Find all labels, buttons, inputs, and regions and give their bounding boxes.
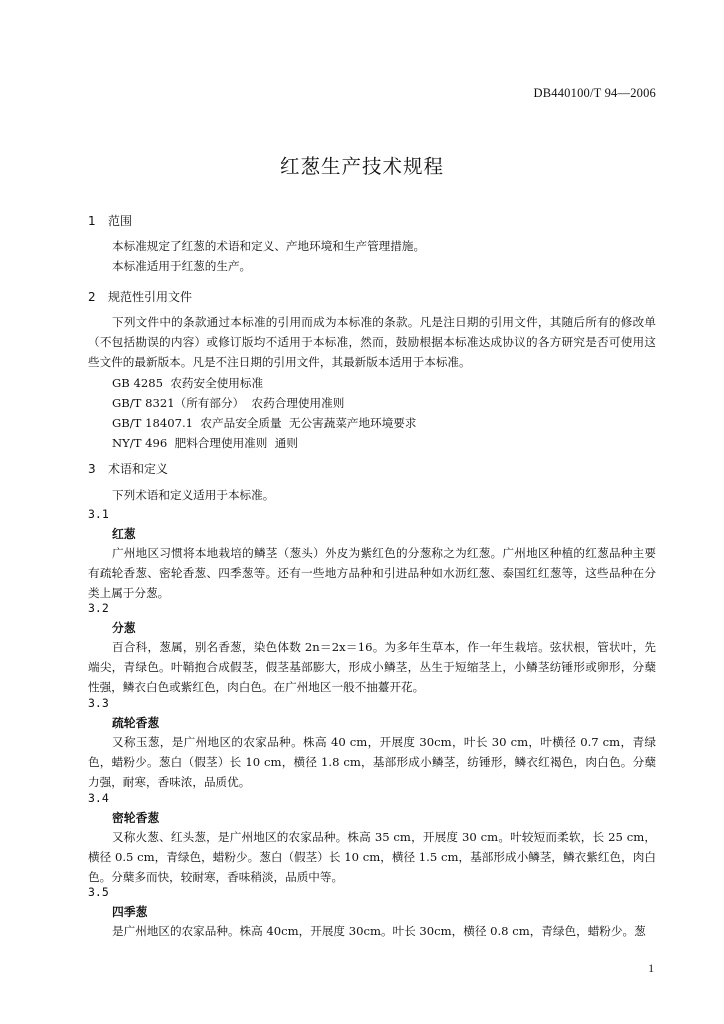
section-title: 术语和定义 <box>108 462 169 476</box>
section-title: 规范性引用文件 <box>108 290 193 304</box>
term-name: 密轮香葱 <box>112 811 160 825</box>
term-name: 分葱 <box>112 621 136 635</box>
section-heading-terms <box>88 460 168 477</box>
section-heading-normative-references <box>88 288 192 305</box>
reference-item: GB/T 18407.1 农产品安全质量 无公害蔬菜产地环境要求 <box>112 416 417 430</box>
subsection-number: 3.1 <box>88 507 109 521</box>
document-title: 红葱生产技术规程 <box>279 155 444 178</box>
paragraph: 本标准规定了红葱的术语和定义、产地环境和生产管理措施。 <box>112 239 426 253</box>
section-number: 1 <box>88 214 96 228</box>
reference-item: GB/T 8321（所有部分） 农药合理使用准则 <box>112 396 345 410</box>
page-number: 1 <box>648 963 654 975</box>
term-name: 四季葱 <box>112 905 148 919</box>
paragraph: 下列文件中的条款通过本标准的引用而成为本标准的条款。凡是注日期的引用文件，其随后所有的修改单（不包括勘误的内容）或修订版均不适用于本标准，然而，鼓励根据本标准达成协议的各方研究是否可使用这些文件的最新版本。凡是不注日期的引用文件，其最新版本适用于本标准。 <box>88 315 656 369</box>
subsection-number: 3.2 <box>88 601 109 615</box>
paragraph: 下列术语和定义适用于本标准。 <box>112 488 275 502</box>
paragraph: 本标准适用于红葱的生产。 <box>112 259 252 273</box>
standard-number: DB440100/T 94—2006 <box>533 86 656 100</box>
subsection-number: 3.3 <box>88 696 109 710</box>
term-definition: 又称玉葱，是广州地区的农家品种。株高 40 cm，开展度 30cm，叶长 30 cm，叶横径 0.7 cm，青绿色，蜡粉少。葱白（假茎）长 10 cm，横径 1.8 cm，基部形成小鳞茎，纺锤形，鳞衣红褐色，肉白色。分蘖力强，耐寒，香味浓，品质优。 <box>88 735 656 789</box>
term-definition: 广州地区习惯将本地栽培的鳞茎（葱头）外皮为紫红色的分葱称之为红葱。广州地区种植的红葱品种主要有疏轮香葱、密轮香葱、四季葱等。还有一些地方品种和引进品种如水沥红葱、泰国红红葱等，这些品种在分类上属于分葱。 <box>88 546 656 600</box>
term-definition: 百合科，葱属，别名香葱，染色体数 2n＝2x＝16。为多年生草本，作一年生栽培。弦状根，管状叶，先端尖，青绿色。叶鞘抱合成假茎，假茎基部膨大，形成小鳞茎，丛生于短缩茎上，小鳞茎纺锤形或卵形，分蘖性强，鳞衣白色或紫红色，肉白色。在广州地区一般不抽薹开花。 <box>88 640 656 694</box>
reference-item: NY/T 496 肥料合理使用准则 通则 <box>112 436 298 450</box>
section-number: 2 <box>88 290 96 304</box>
section-number: 3 <box>88 462 96 476</box>
term-name: 疏轮香葱 <box>112 716 160 730</box>
term-definition: 又称火葱、红头葱，是广州地区的农家品种。株高 35 cm，开展度 30 cm。叶较短而柔软，长 25 cm，横径 0.5 cm，青绿色，蜡粉少。葱白（假茎）长 10 cm，横径 1.5 cm，基部形成小鳞茎，鳞衣紫红色，肉白色。分蘖多而快，较耐寒，香味稍淡，品质中等。 <box>88 830 656 884</box>
subsection-number: 3.4 <box>88 791 109 805</box>
section-title: 范围 <box>108 214 133 228</box>
subsection-number: 3.5 <box>88 885 109 899</box>
reference-item: GB 4285 农药安全使用标准 <box>112 376 264 390</box>
section-heading-scope <box>88 212 132 229</box>
term-name: 红葱 <box>112 527 136 541</box>
term-definition: 是广州地区的农家品种。株高 40cm，开展度 30cm。叶长 30cm，横径 0.8 cm，青绿色，蜡粉少。葱 <box>112 924 646 938</box>
